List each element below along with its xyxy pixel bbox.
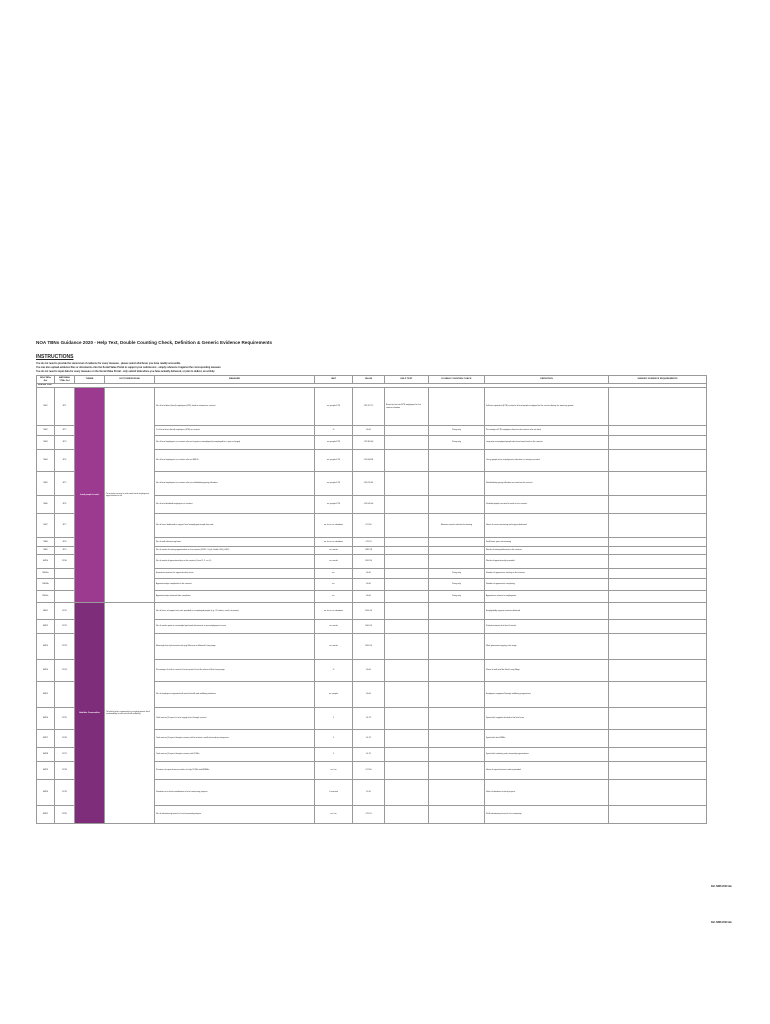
- unit-cell: no. people FTE: [315, 388, 353, 426]
- value-cell: £15.24: [353, 538, 385, 547]
- double-counting-cell: Proxy only: [429, 569, 485, 579]
- unit-cell: no. hrs x no. attendees: [315, 538, 353, 547]
- help-text-cell: [385, 579, 429, 591]
- instruction-line-1: You do not need to provide the same level of evidence for every measure - please select whichever you have readily accessible: [36, 362, 181, 365]
- measure-cell: No. of hours dedicated to support local unemployed people into work: [155, 514, 315, 538]
- value-cell: £0.00: [353, 591, 385, 603]
- header-outcome: OUTCOME/PLEDGE: [105, 376, 155, 384]
- double-counting-cell: [429, 555, 485, 569]
- value-cell: £0.00: [353, 426, 385, 436]
- help-text-cell: [385, 426, 429, 436]
- double-counting-cell: [429, 620, 485, 634]
- value-cell: £207.00: [353, 555, 385, 569]
- double-counting-cell: [429, 762, 485, 780]
- value-cell: £1.00: [353, 780, 385, 806]
- national-ref-cell: NT1: [55, 388, 75, 426]
- evidence-cell: [609, 388, 707, 426]
- definition-cell: Paid placements of at least 6 weeks: [485, 620, 609, 634]
- double-counting-cell: Proxy only: [429, 436, 485, 450]
- measure-cell: Total amount (£) spent through contract with VCSEs: [155, 748, 315, 762]
- definition-cell: Value of donations to local projects: [485, 780, 609, 806]
- national-ref-cell: NT13: [55, 634, 75, 660]
- definition-cell: Number of apprentices completing: [485, 579, 609, 591]
- national-ref-cell: NT3: [55, 436, 75, 450]
- noa-ref-cell: NW3: [37, 436, 55, 450]
- evidence-cell: [609, 634, 707, 660]
- double-counting-cell: [429, 472, 485, 496]
- evidence-cell: [609, 496, 707, 514]
- header-evidence: GENERIC EVIDENCE REQUIREMENTS: [609, 376, 707, 384]
- double-counting-cell: [429, 496, 485, 514]
- national-ref-cell: NT18: [55, 762, 75, 780]
- help-text-cell: [385, 634, 429, 660]
- definition-cell: Hours of career mentoring and support delivered: [485, 514, 609, 538]
- evidence-cell: [609, 762, 707, 780]
- measure-cell: Equivalent measure for apprenticeship starts: [155, 569, 315, 579]
- measure-cell: No. of hours of support into work provided to unemployed people (e.g. CV advice, mock interviews): [155, 603, 315, 620]
- definition-cell: Hours of expert business advice provided: [485, 762, 609, 780]
- noa-ref-cell: NW20: [37, 780, 55, 806]
- evidence-cell: [609, 603, 707, 620]
- header-measure: MEASURE: [155, 376, 315, 384]
- header-value: VALUE: [353, 376, 385, 384]
- noa-ref-cell: NW11: [37, 603, 55, 620]
- national-ref-cell: NT8: [55, 538, 75, 547]
- value-cell: £207.00: [353, 634, 385, 660]
- side-note-1: Ref. NW8 2020 tab: [711, 885, 732, 888]
- definition-cell: Weeks of apprenticeship provided: [485, 555, 609, 569]
- unit-cell: £ invested: [315, 780, 353, 806]
- measure-cell: No. of weeks of training opportunities on the contract (BTEC, City & Guilds, NVQ, HNC): [155, 547, 315, 555]
- noa-ref-cell: NW10c: [37, 591, 55, 603]
- national-ref-cell: NT10: [55, 555, 75, 569]
- value-cell: £0.00: [353, 682, 385, 708]
- double-counting-cell: [429, 538, 485, 547]
- header-definition: DEFINITION: [485, 376, 609, 384]
- evidence-cell: [609, 514, 707, 538]
- header-unit: UNIT: [315, 376, 353, 384]
- value-cell: £101.00: [353, 603, 385, 620]
- measure-cell: Apprenticeships completed on the contract: [155, 579, 315, 591]
- unit-cell: %: [315, 660, 353, 682]
- evidence-cell: [609, 748, 707, 762]
- noa-ref-cell: NW10b: [37, 579, 55, 591]
- definition-cell: Spend with suppliers located in the local area: [485, 708, 609, 730]
- national-ref-cell: [55, 569, 75, 579]
- value-cell: £14,541.00: [353, 496, 385, 514]
- double-counting-cell: [429, 708, 485, 730]
- noa-ref-cell: NW10a: [37, 569, 55, 579]
- definition-cell: Spend with voluntary and community organisations: [485, 748, 609, 762]
- unit-cell: %: [315, 426, 353, 436]
- value-cell: £283.18: [353, 547, 385, 555]
- unit-cell: no. weeks: [315, 555, 353, 569]
- noa-ref-cell: NW7: [37, 514, 55, 538]
- unit-cell: no. people FTE: [315, 472, 353, 496]
- measure-cell: Meaningful work placements that pay Minimum or National Living wage: [155, 634, 315, 660]
- noa-ref-cell: NW17: [37, 730, 55, 748]
- national-ref-cell: NT12: [55, 620, 75, 634]
- measure-cell: Donations or in-kind contributions to local community projects: [155, 780, 315, 806]
- double-counting-cell: [429, 780, 485, 806]
- unit-cell: £: [315, 730, 353, 748]
- national-ref-cell: [55, 591, 75, 603]
- header-help-text: HELP TEXT: [385, 376, 429, 384]
- noa-ref-cell: NW13: [37, 634, 55, 660]
- measure-cell: Total amount (£) spent in local supply chain through contract: [155, 708, 315, 730]
- evidence-cell: [609, 620, 707, 634]
- national-ref-cell: NT4: [55, 450, 75, 472]
- unit-cell: no. weeks: [315, 547, 353, 555]
- unit-cell: no. hrs: [315, 762, 353, 780]
- definition-cell: Staff hours spent volunteering: [485, 538, 609, 547]
- definition-cell: Work placements paying a fair wage: [485, 634, 609, 660]
- guidance-table: [36, 375, 707, 824]
- noa-ref-cell: NW19: [37, 762, 55, 780]
- unit-cell: no. people FTE: [315, 496, 353, 514]
- evidence-cell: [609, 780, 707, 806]
- noa-ref-cell: NW1: [37, 388, 55, 426]
- national-ref-cell: NT19: [55, 780, 75, 806]
- help-text-cell: [385, 555, 429, 569]
- evidence-cell: [609, 730, 707, 748]
- noa-ref-cell: NW8: [37, 538, 55, 547]
- measure-cell: % of local direct (local) employees (FTE) on contract: [155, 426, 315, 436]
- help-text-cell: [385, 496, 429, 514]
- help-text-cell: [385, 730, 429, 748]
- header-noa-ref: NOA TBNs Ref: [37, 376, 55, 384]
- instruction-line-2: You can also upload evidence files or documents onto the Social Value Portal to support your submission - simply reference it against the corresponding measure: [36, 366, 221, 369]
- measure-cell: No. of staff volunteering hours: [155, 538, 315, 547]
- evidence-cell: [609, 660, 707, 682]
- value-cell: £167.00: [353, 620, 385, 634]
- evidence-cell: [609, 569, 707, 579]
- definition-cell: Full-time equivalent (FTE) contracts of local people employed on the contract during the reporting period: [485, 388, 609, 426]
- double-counting-cell: [429, 450, 485, 472]
- header-double-counting: DOUBLE COUNTING CHECK: [429, 376, 485, 384]
- help-text-cell: Based on the total FTE employees for the contract duration: [385, 388, 429, 426]
- help-text-cell: [385, 436, 429, 450]
- instructions-heading: INSTRUCTIONS: [36, 354, 74, 360]
- help-text-cell: [385, 806, 429, 824]
- unit-cell: no. hrs x no. attendees: [315, 514, 353, 538]
- value-cell: £20,215.34: [353, 472, 385, 496]
- evidence-cell: [609, 450, 707, 472]
- national-ref-cell: NT6: [55, 496, 75, 514]
- definition-cell: Apprentices retained in employment: [485, 591, 609, 603]
- noa-ref-cell: NW10: [37, 555, 55, 569]
- value-cell: £0.00: [353, 569, 385, 579]
- measure-cell: No. of weeks spent on meaningful paid work placements or pre-employment course: [155, 620, 315, 634]
- national-ref-cell: [55, 682, 75, 708]
- noa-ref-cell: NW2: [37, 426, 55, 436]
- noa-ref-cell: NW6: [37, 496, 55, 514]
- value-cell: £0.12: [353, 748, 385, 762]
- help-text-cell: [385, 762, 429, 780]
- unit-cell: no. weeks: [315, 620, 353, 634]
- evidence-cell: [609, 426, 707, 436]
- document-title: NOA TBNs Guidance 2020 - Help Text, Double Counting Check, Definition & Generic Evidence Requirements: [36, 340, 273, 345]
- evidence-cell: [609, 472, 707, 496]
- help-text-cell: [385, 547, 429, 555]
- definition-cell: Staff volunteering hours for the community: [485, 806, 609, 824]
- measure-cell: Provision of expert business advice to help VCSEs and MSMEs: [155, 762, 315, 780]
- unit-cell: no. hrs: [315, 806, 353, 824]
- value-cell: £0.00: [353, 660, 385, 682]
- measure-cell: No. of weeks of apprenticeships on the contract (Level 2, 3, or 4+): [155, 555, 315, 569]
- instruction-line-3: You do not need to input data for every measure on the Social Value Portal - only submit data where you have actually delivered, or plan to deliver, an activity: [36, 370, 215, 373]
- national-ref-cell: NT17: [55, 748, 75, 762]
- noa-ref-cell: NW15: [37, 682, 55, 708]
- value-cell: £14,204.98: [353, 450, 385, 472]
- definition-cell: Rehabilitating young offenders recruited on the contract: [485, 472, 609, 496]
- value-cell: £22,301.00: [353, 436, 385, 450]
- unit-cell: no. hrs x no. attendees: [315, 603, 353, 620]
- help-text-cell: [385, 748, 429, 762]
- measure-cell: No. of employees supported with mental health and wellbeing initiatives: [155, 682, 315, 708]
- definition-cell: Weeks of training delivered on the contract: [485, 547, 609, 555]
- table-row: [37, 603, 707, 620]
- double-counting-cell: [429, 682, 485, 708]
- definition-cell: Long-term unemployed people who have been hired on the contract: [485, 436, 609, 450]
- evidence-cell: [609, 708, 707, 730]
- national-ref-cell: NT20: [55, 806, 75, 824]
- value-cell: £0.00: [353, 579, 385, 591]
- definition-cell: Share of staff paid the Real Living Wage: [485, 660, 609, 682]
- national-ref-cell: NT14: [55, 660, 75, 682]
- unit-cell: no. weeks: [315, 634, 353, 660]
- national-ref-cell: NT5: [55, 472, 75, 496]
- noa-ref-cell: NW14: [37, 660, 55, 682]
- measure-cell: Percentage of staff on contract that are paid at least the relevant Real Living wage: [155, 660, 315, 682]
- header-national-ref: NATIONAL TOMs Ref: [55, 376, 75, 384]
- side-note-2: Ref. NW8 2020 tab: [711, 921, 732, 924]
- unit-cell: £: [315, 748, 353, 762]
- double-counting-cell: [429, 547, 485, 555]
- measure-cell: No. of local employees on contract who are long-term unemployed (unemployed for a year or longer): [155, 436, 315, 450]
- value-cell: £97.00: [353, 514, 385, 538]
- noa-ref-cell: NW4: [37, 450, 55, 472]
- national-ref-cell: NT9: [55, 547, 75, 555]
- outcome-cell-local-people: To increase access to and create local employment opportunities for all: [105, 388, 155, 603]
- section-label: NOA Wal TOMs: [37, 384, 707, 388]
- double-counting-cell: [429, 806, 485, 824]
- definition-cell: Young people not in employment, education or training recruited: [485, 450, 609, 472]
- unit-cell: no.: [315, 579, 353, 591]
- help-text-cell: [385, 780, 429, 806]
- national-ref-cell: NT11: [55, 603, 75, 620]
- evidence-cell: [609, 682, 707, 708]
- double-counting-cell: [429, 603, 485, 620]
- measure-cell: No. of local employees on contract who are NEETs: [155, 450, 315, 472]
- evidence-cell: [609, 591, 707, 603]
- national-ref-cell: NT2: [55, 426, 75, 436]
- evidence-cell: [609, 806, 707, 824]
- value-cell: £15.24: [353, 806, 385, 824]
- header-theme: THEME: [75, 376, 105, 384]
- double-counting-cell: [429, 748, 485, 762]
- unit-cell: £: [315, 708, 353, 730]
- help-text-cell: [385, 620, 429, 634]
- help-text-cell: [385, 514, 429, 538]
- evidence-cell: [609, 538, 707, 547]
- theme-cell-local-people: Local people in work: [75, 388, 105, 603]
- value-cell: £97.00: [353, 762, 385, 780]
- definition-cell: Employability support sessions delivered: [485, 603, 609, 620]
- double-counting-cell: Proxy only: [429, 579, 485, 591]
- help-text-cell: [385, 472, 429, 496]
- help-text-cell: [385, 538, 429, 547]
- evidence-cell: [609, 579, 707, 591]
- national-ref-cell: [55, 579, 75, 591]
- definition-cell: Spend with local SMEs: [485, 730, 609, 748]
- help-text-cell: [385, 591, 429, 603]
- double-counting-cell: [429, 660, 485, 682]
- theme-cell-communities: Healthier Communities: [75, 603, 105, 824]
- unit-cell: no. people FTE: [315, 436, 353, 450]
- help-text-cell: [385, 708, 429, 730]
- help-text-cell: [385, 569, 429, 579]
- evidence-cell: [609, 555, 707, 569]
- help-text-cell: [385, 450, 429, 472]
- noa-ref-cell: NW16: [37, 708, 55, 730]
- definition-cell: Employees supported through wellbeing programmes: [485, 682, 609, 708]
- double-counting-cell: [429, 730, 485, 748]
- measure-cell: No. of local employees on contract who are rehabilitating young offenders: [155, 472, 315, 496]
- noa-ref-cell: NW21: [37, 806, 55, 824]
- measure-cell: No. of volunteering hours for local community projects: [155, 806, 315, 824]
- double-counting-cell: Proxy only: [429, 426, 485, 436]
- definition-cell: Disabled people recruited to work on the contract: [485, 496, 609, 514]
- help-text-cell: [385, 660, 429, 682]
- evidence-cell: [609, 547, 707, 555]
- national-ref-cell: NT15: [55, 708, 75, 730]
- help-text-cell: [385, 603, 429, 620]
- help-text-cell: [385, 682, 429, 708]
- noa-ref-cell: NW18: [37, 748, 55, 762]
- unit-cell: no. people: [315, 682, 353, 708]
- noa-ref-cell: NW5: [37, 472, 55, 496]
- measure-cell: Total amount (£) spent through contract with local micro, small and medium enterprises: [155, 730, 315, 748]
- double-counting-cell: Proxy only: [429, 591, 485, 603]
- unit-cell: no.: [315, 591, 353, 603]
- definition-cell: Percentage of FTE employees hired on the contract who are local: [485, 426, 609, 436]
- table-row: [37, 388, 707, 426]
- double-counting-cell: [429, 634, 485, 660]
- unit-cell: no.: [315, 569, 353, 579]
- national-ref-cell: NT7: [55, 514, 75, 538]
- unit-cell: no. people FTE: [315, 450, 353, 472]
- value-cell: £32,127.71: [353, 388, 385, 426]
- value-cell: £0.73: [353, 730, 385, 748]
- noa-ref-cell: NW12: [37, 620, 55, 634]
- outcome-cell-communities: To build a better community by creating greater local sustainability, health and social wellbeing: [105, 603, 155, 824]
- double-counting-cell: [429, 388, 485, 426]
- measure-cell: No. of local direct (local) employees (FTE) hired or retained on contract: [155, 388, 315, 426]
- measure-cell: No. of local disabled employees on contract: [155, 496, 315, 514]
- header-row: [37, 376, 707, 384]
- value-cell: £0.73: [353, 708, 385, 730]
- measure-cell: Apprenticeships retained after completion: [155, 591, 315, 603]
- double-counting-cell: Measure must be attached to training: [429, 514, 485, 538]
- evidence-cell: [609, 436, 707, 450]
- noa-ref-cell: NW9: [37, 547, 55, 555]
- national-ref-cell: NT16: [55, 730, 75, 748]
- definition-cell: Number of apprentices starting on the contract: [485, 569, 609, 579]
